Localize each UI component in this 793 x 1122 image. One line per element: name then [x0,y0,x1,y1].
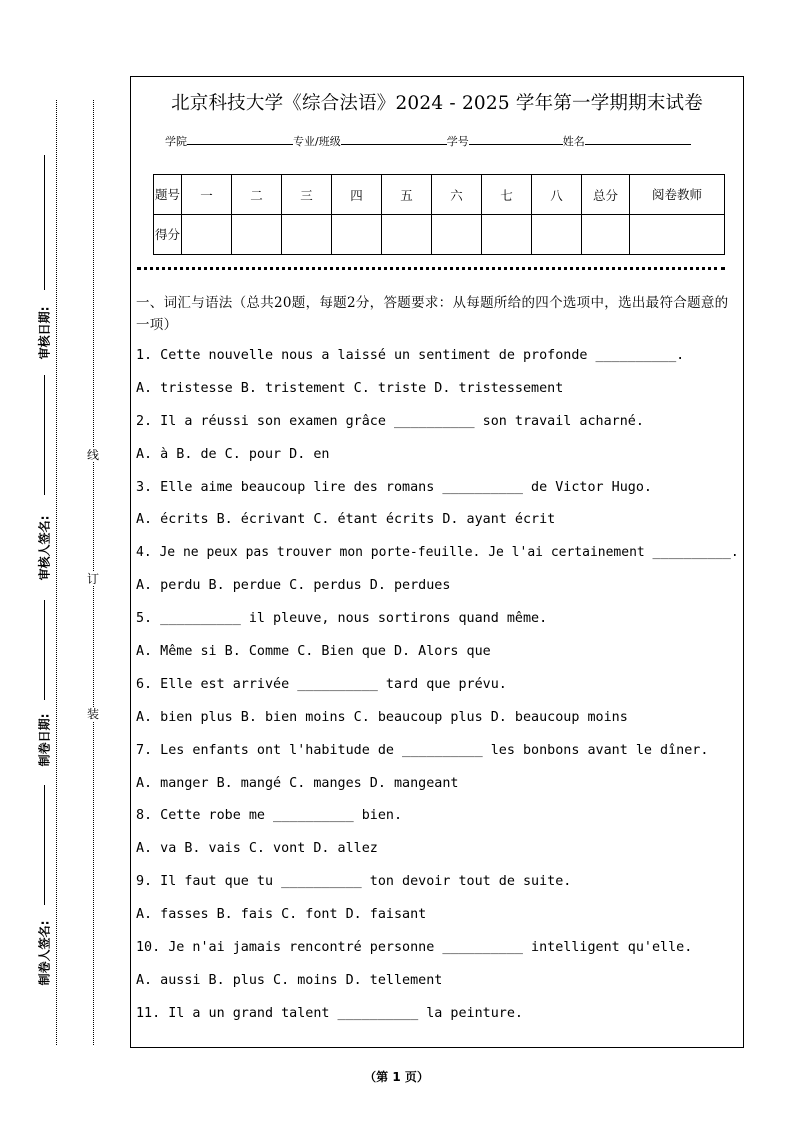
compile-date-field[interactable] [36,705,52,775]
signature-line [44,375,45,495]
compiler-signature-label: 制卷人签名: [37,920,52,986]
reviewer-label: 阅卷教师 [630,175,725,215]
name-input[interactable] [585,134,691,145]
question-number-cell: 七 [482,175,532,215]
question-options: A. Même si B. Comme C. Bien que D. Alors que [136,644,491,660]
section-heading: 一、词汇与语法（总共20题，每题2分，答题要求：从每题所给的四个选项中，选出最符合题意的一项） [136,295,729,333]
question-text: 8. Cette robe me __________ bien. [136,808,403,824]
binding-char-staple: 订 [84,572,102,586]
question-options: A. bien plus B. bien moins C. beaucoup plus D. beaucoup moins [136,709,628,725]
binding-char-bind: 装 [84,707,102,721]
major-class-input[interactable] [341,134,447,145]
name-label: 姓名 [562,135,585,148]
question-number-label: 题号 [154,175,182,215]
question-number-cell: 五 [382,175,432,215]
score-cell[interactable] [382,215,432,255]
total-score-cell[interactable] [582,215,630,255]
college-label: 学院 [165,135,187,148]
compiler-signature-field[interactable] [36,908,52,998]
score-cell[interactable] [232,215,282,255]
question-number-cell: 四 [332,175,382,215]
signature-line [44,600,45,700]
question-text: 2. Il a réussi son examen grâce __________ son travail acharné. [136,413,644,429]
question-number-cell: 六 [432,175,482,215]
college-input[interactable] [187,134,293,145]
question-text: 7. Les enfants ont l'habitude de __________ les bonbons avant le dîner. [136,742,709,758]
major-class-label: 专业/班级 [293,135,341,148]
review-date-field[interactable] [36,298,52,368]
section-divider [137,267,725,270]
student-info-row [165,133,691,149]
score-table-header-row [154,175,725,215]
review-date-label: 审核日期: [37,306,52,360]
exam-title: 北京科技大学《综合法语》2024 - 2025 学年第一学期期末试卷 [171,93,703,114]
question-text: 3. Elle aime beaucoup lire des romans __________ de Victor Hugo. [136,479,652,495]
score-table [153,174,725,255]
score-cell[interactable] [482,215,532,255]
question-options: A. écrits B. écrivant C. étant écrits D. ayant écrit [136,512,556,528]
signature-line [44,785,45,905]
compile-date-label: 制卷日期: [37,713,52,767]
question-options: A. fasses B. fais C. font D. faisant [136,907,427,923]
signature-line [44,155,45,290]
question-text: 1. Cette nouvelle nous a laissé un sentiment de profonde __________. [136,348,685,363]
student-id-label: 学号 [446,135,469,148]
score-cell[interactable] [332,215,382,255]
reviewer-signature-cell[interactable] [630,215,725,255]
score-cell[interactable] [432,215,482,255]
question-number-cell: 八 [532,175,582,215]
student-id-input[interactable] [469,134,563,145]
question-list [136,347,741,1038]
score-cell[interactable] [532,215,582,255]
question-text: 11. Il a un grand talent __________ la peinture. [136,1005,523,1021]
question-options: A. à B. de C. pour D. en [136,446,330,462]
question-text: 10. Je n'ai jamais rencontré personne __________ intelligent qu'elle. [136,940,693,956]
question-text: 4. Je ne peux pas trouver mon porte-feuille. Je l'ai certainement __________. [136,545,739,561]
question-number-cell: 三 [282,175,332,215]
binding-dotted-line-outer [56,100,57,1045]
question-number-cell: 二 [232,175,282,215]
question-options: A. aussi B. plus C. moins D. tellement [136,972,443,988]
question-text: 9. Il faut que tu __________ ton devoir tout de suite. [136,874,572,890]
score-cell[interactable] [282,215,332,255]
score-row-label: 得分 [154,215,182,255]
question-text: 6. Elle est arrivée __________ tard que prévu. [136,676,507,692]
question-options: A. va B. vais C. vont D. allez [136,841,378,857]
reviewer-signature-label: 审核人签名: [37,515,52,581]
question-number-cell: 一 [182,175,232,215]
exam-frame [130,76,744,1048]
question-options: A. tristesse B. tristement C. triste D. tristessement [136,380,564,396]
question-options: A. perdu B. perdue C. perdus D. perdues [136,578,451,594]
question-text: 5. __________ il pleuve, nous sortirons quand même. [136,611,548,627]
page-number: （第 1 页） [364,1070,429,1084]
binding-char-line: 线 [84,448,102,462]
total-score-label: 总分 [582,175,630,215]
reviewer-signature-field[interactable] [36,503,52,593]
score-table-score-row [154,215,725,255]
score-cell[interactable] [182,215,232,255]
question-options: A. manger B. mangé C. manges D. mangeant [136,775,459,791]
